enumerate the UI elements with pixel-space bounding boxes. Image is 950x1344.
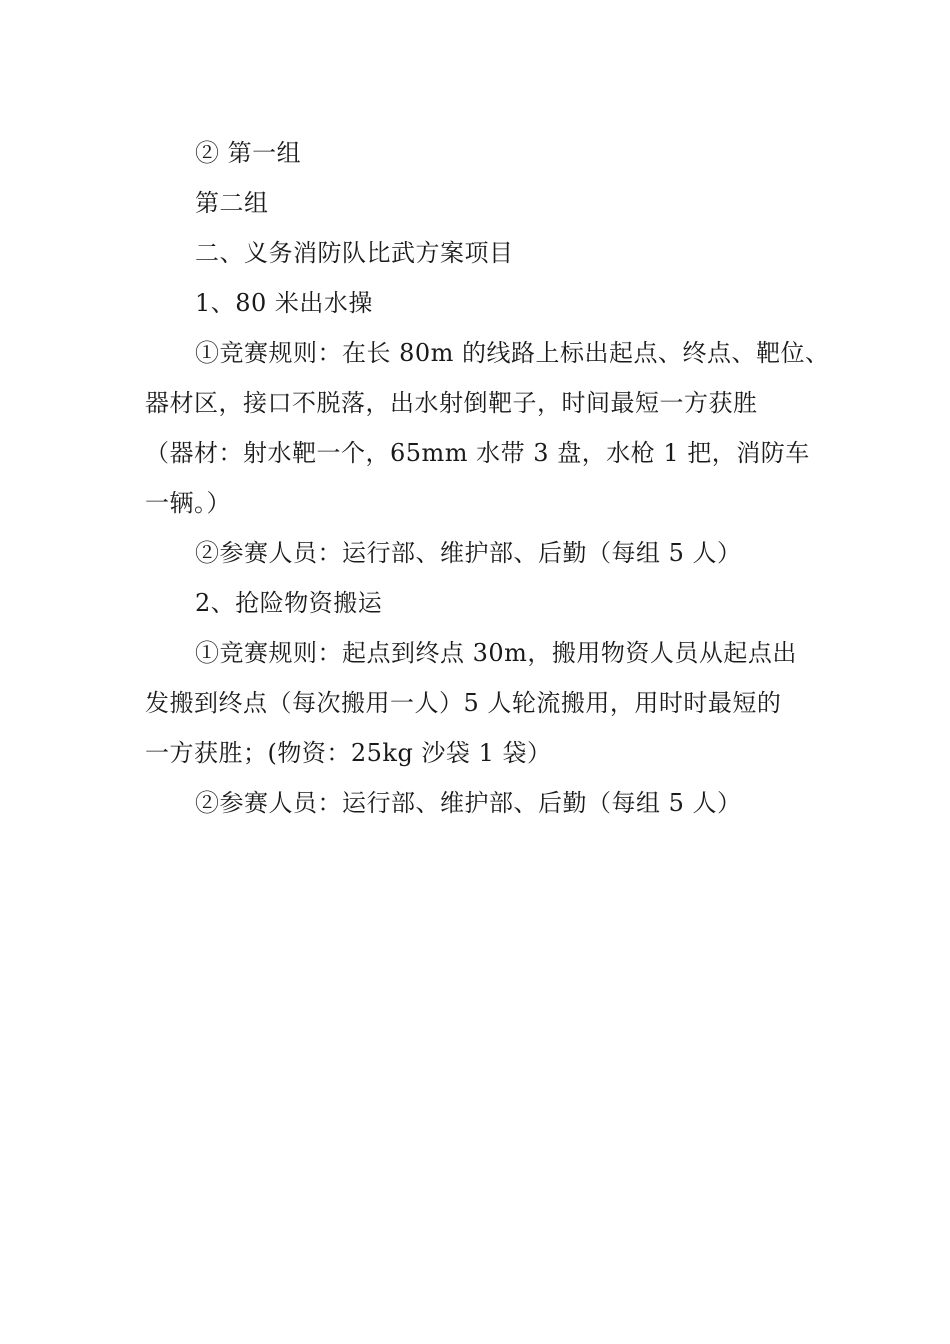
text-line: 二、义务消防队比武方案项目 xyxy=(195,239,514,267)
text-line: ②参赛人员：运行部、维护部、后勤（每组 5 人） xyxy=(195,789,742,817)
paragraph-group-two xyxy=(145,178,845,228)
text-line: ②参赛人员：运行部、维护部、后勤（每组 5 人） xyxy=(195,539,742,567)
text-line: ①竞赛规则：在长 80m 的线路上标出起点、终点、靶位、 xyxy=(195,339,830,367)
document-body xyxy=(145,128,845,828)
text-line: ② 第一组 xyxy=(195,139,302,167)
paragraph-rules-supplies xyxy=(145,628,845,778)
text-line: 一方获胜；(物资：25kg 沙袋 1 袋） xyxy=(145,739,552,767)
text-line: 一辆。） xyxy=(145,489,231,517)
item-heading-80m-water-drill xyxy=(145,278,845,328)
section-heading-competition-plan xyxy=(145,228,845,278)
paragraph-rules-80m xyxy=(145,328,845,528)
text-line: 器材区，接口不脱落，出水射倒靶子，时间最短一方获胜 xyxy=(145,389,758,417)
text-line: 第二组 xyxy=(195,189,269,217)
item-heading-emergency-supplies xyxy=(145,578,845,628)
text-line: ①竞赛规则：起点到终点 30m，搬用物资人员从起点出 xyxy=(195,639,797,667)
paragraph-group-one xyxy=(145,128,845,178)
text-line: 1、80 米出水操 xyxy=(195,289,373,317)
text-line: （器材：射水靶一个，65mm 水带 3 盘，水枪 1 把，消防车 xyxy=(145,439,810,467)
paragraph-participants-supplies xyxy=(145,778,845,828)
text-line: 2、抢险物资搬运 xyxy=(195,589,383,617)
paragraph-participants-80m xyxy=(145,528,845,578)
text-line: 发搬到终点（每次搬用一人）5 人轮流搬用，用时时最短的 xyxy=(145,689,782,717)
